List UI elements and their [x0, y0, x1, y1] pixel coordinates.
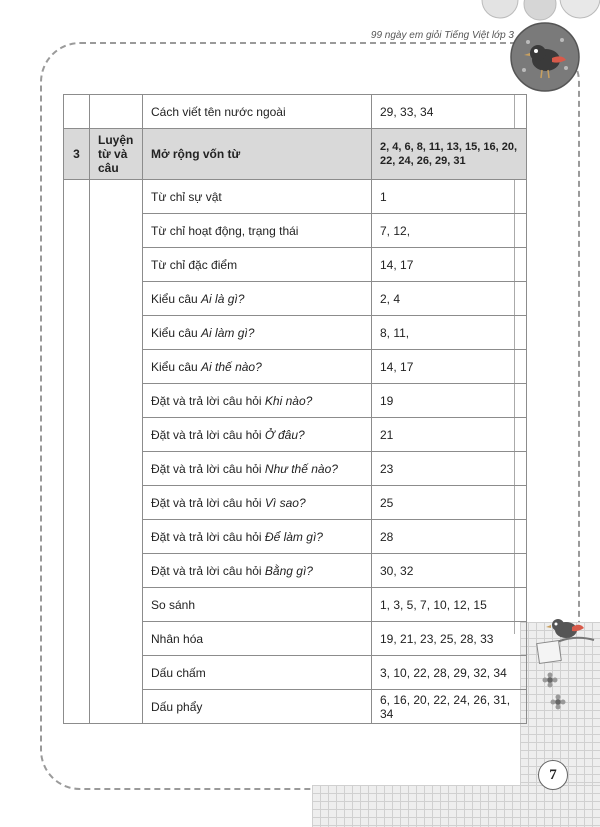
topic-text: Kiểu câu [151, 359, 202, 374]
topic-cell [143, 384, 372, 418]
topic-text: Đặt và trả lời câu hỏi [151, 393, 265, 408]
topic-cell [143, 248, 372, 282]
pages-cell: 2, 4, 6, 8, 11, 13, 15, 16, 20, 22, 24, 26, 29, 31 [372, 129, 527, 180]
pages-cell: 6, 16, 20, 22, 24, 26, 31, 34 [372, 690, 527, 724]
topic-text: Cách viết tên nước ngoài [151, 104, 286, 119]
topic-text: Dấu chấm [151, 665, 206, 680]
pages-cell: 30, 32 [372, 554, 527, 588]
topic-italic-text: Để làm gì? [264, 529, 323, 544]
bird-on-branch-icon [536, 612, 596, 722]
topic-text: Đặt và trả lời câu hỏi [151, 563, 265, 578]
topic-cell [143, 282, 372, 316]
pages-cell: 7, 12, [372, 214, 527, 248]
grid-decoration-bottom [312, 785, 600, 827]
topic-cell [143, 588, 372, 622]
topic-text: Kiểu câu [151, 291, 202, 306]
topic-cell [143, 418, 372, 452]
table-body [64, 95, 527, 724]
table-row [64, 180, 527, 214]
pages-cell: 3, 10, 22, 28, 29, 32, 34 [372, 656, 527, 690]
topic-italic-text: Khi nào? [264, 393, 313, 408]
pages-cell: 25 [372, 486, 527, 520]
pages-cell: 28 [372, 520, 527, 554]
table-row [64, 95, 527, 129]
book-title: 99 ngày em giỏi Tiếng Việt lớp 3 [370, 30, 514, 41]
topic-italic-text: Ở đâu? [264, 427, 305, 442]
topic-cell [143, 350, 372, 384]
pages-cell: 19 [372, 384, 527, 418]
topic-cell [143, 180, 372, 214]
topic-text: Mở rộng vốn từ [151, 147, 241, 161]
topic-italic-text: Ai làm gì? [201, 325, 255, 340]
topic-cell [143, 95, 372, 129]
topic-text: Dấu phẩy [151, 699, 203, 714]
pages-cell: 8, 11, [372, 316, 527, 350]
topic-cell [143, 656, 372, 690]
topic-text: Đặt và trả lời câu hỏi [151, 427, 265, 442]
number-cell [64, 95, 90, 129]
content-table [63, 94, 527, 724]
topic-italic-text: Ai là gì? [201, 291, 245, 306]
pages-cell: 1, 3, 5, 7, 10, 12, 15 [372, 588, 527, 622]
topic-cell [143, 520, 372, 554]
pages-cell: 14, 17 [372, 350, 527, 384]
topic-italic-text: Vì sao? [264, 495, 306, 510]
topic-text: Đặt và trả lời câu hỏi [151, 495, 265, 510]
section-number: 3 [64, 129, 90, 180]
topic-italic-text: Ai thế nào? [201, 359, 262, 374]
topic-text: Kiểu câu [151, 325, 202, 340]
topic-cell [143, 690, 372, 724]
category-cell [90, 180, 143, 724]
topic-text: Từ chỉ đặc điểm [151, 257, 238, 272]
topic-cell [143, 554, 372, 588]
topic-cell [143, 452, 372, 486]
pages-cell: 1 [372, 180, 527, 214]
section-row [64, 129, 527, 180]
topic-text: Từ chỉ hoạt động, trạng thái [151, 223, 299, 238]
pages-cell: 29, 33, 34 [372, 95, 527, 129]
topic-text: Từ chỉ sự vật [151, 189, 222, 204]
topic-cell [143, 622, 372, 656]
bird-badge-icon [508, 20, 582, 94]
topic-text: Đặt và trả lời câu hỏi [151, 529, 265, 544]
topic-cell [143, 486, 372, 520]
number-cell [64, 180, 90, 724]
flower-icon [543, 673, 558, 688]
page-number: 7 [538, 760, 568, 790]
pages-cell: 19, 21, 23, 25, 28, 33 [372, 622, 527, 656]
topic-italic-text: Như thế nào? [264, 461, 338, 476]
topic-cell [143, 316, 372, 350]
topic-text: Nhân hóa [151, 631, 204, 646]
topic-cell [143, 214, 372, 248]
topic-text: Đặt và trả lời câu hỏi [151, 461, 265, 476]
topic-cell [143, 129, 372, 180]
pages-cell: 14, 17 [372, 248, 527, 282]
category-cell [90, 95, 143, 129]
section-category: Luyện từ và câu [90, 129, 143, 180]
pages-cell: 21 [372, 418, 527, 452]
pages-cell: 23 [372, 452, 527, 486]
topic-italic-text: Bằng gì? [264, 563, 313, 578]
pages-cell: 2, 4 [372, 282, 527, 316]
topic-text: So sánh [151, 597, 196, 612]
